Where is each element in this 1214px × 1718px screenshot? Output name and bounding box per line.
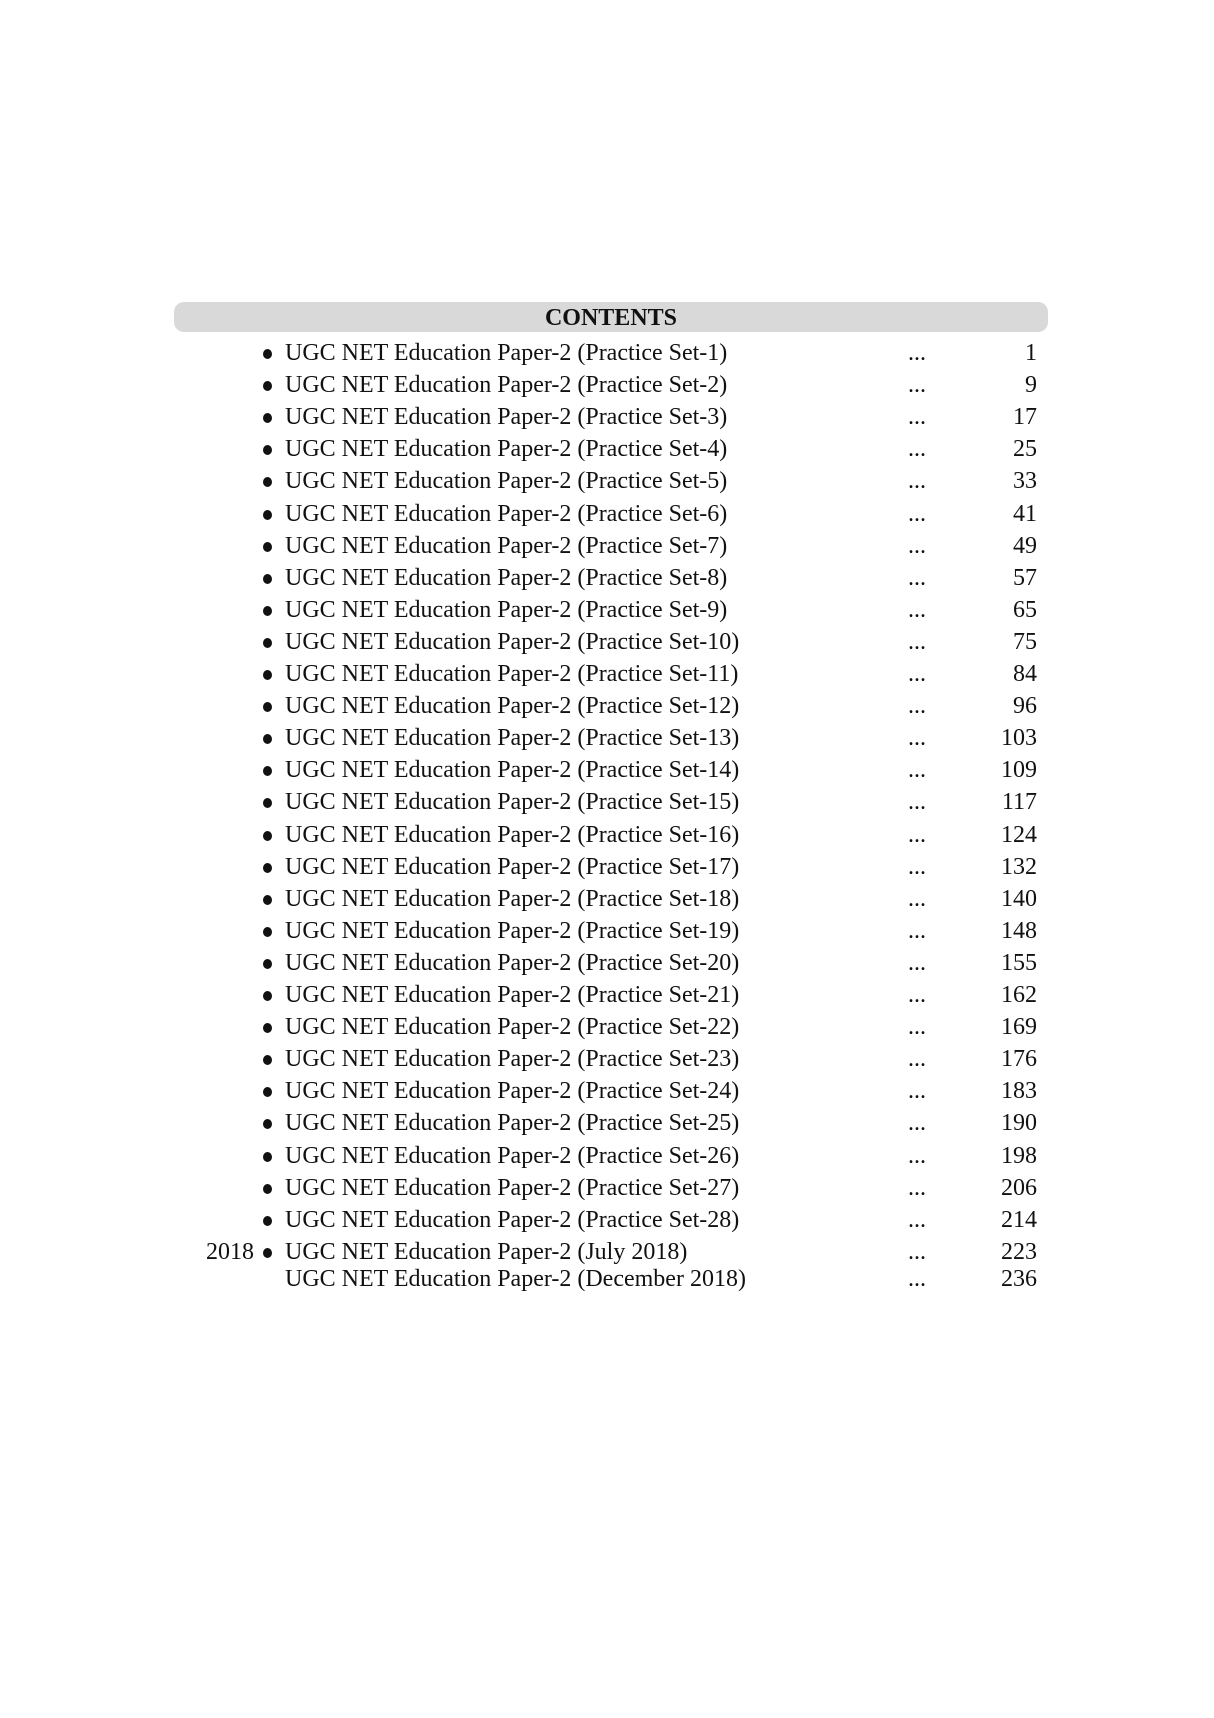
page-number: 140 [1001,885,1037,912]
toc-entry[interactable] [0,1074,1214,1108]
leader-dots: ... [908,885,926,912]
entry-title: UGC NET Education Paper-2 (Practice Set-20) [285,949,740,976]
entry-title: UGC NET Education Paper-2 (Practice Set-18) [285,885,740,912]
page-number: 57 [1013,564,1037,591]
page-number: 33 [1013,468,1037,495]
toc-entry[interactable] [0,785,1214,819]
page-number: 117 [1001,789,1037,816]
bullet-icon [263,1216,272,1226]
page-number: 103 [1001,725,1037,752]
entry-title: UGC NET Education Paper-2 (December 2018) [285,1266,746,1293]
toc-entry[interactable] [0,657,1214,691]
page-number: 132 [1001,853,1037,880]
leader-dots: ... [908,340,926,366]
leader-dots: ... [908,596,926,623]
toc-entry[interactable] [0,336,1214,370]
leader-dots: ... [908,564,926,591]
bullet-icon [263,477,272,487]
entry-title: UGC NET Education Paper-2 (Practice Set-19) [285,917,740,944]
page-number: 9 [1025,372,1037,399]
leader-dots: ... [908,725,926,752]
page-number: 75 [1013,628,1037,655]
entry-title: UGC NET Education Paper-2 (Practice Set-6) [285,500,728,527]
entry-title: UGC NET Education Paper-2 (Practice Set-25) [285,1110,740,1137]
page-number: 84 [1013,661,1037,687]
entry-title: UGC NET Education Paper-2 (Practice Set-3) [285,404,728,431]
toc-entry[interactable] [0,978,1214,1012]
leader-dots: ... [908,1239,926,1266]
bullet-icon [263,1023,272,1033]
bullet-icon [263,638,272,648]
leader-dots: ... [908,757,926,784]
toc-entry[interactable] [0,882,1214,916]
entry-title: UGC NET Education Paper-2 (Practice Set-23) [285,1046,740,1073]
bullet-icon [263,1055,272,1065]
page-number: 49 [1013,532,1037,559]
leader-dots: ... [908,1046,926,1073]
entry-title: UGC NET Education Paper-2 (Practice Set-11) [285,661,739,687]
bullet-icon [263,606,272,616]
page-number: 124 [1001,821,1037,848]
entry-title: UGC NET Education Paper-2 (Practice Set-13) [285,725,740,752]
leader-dots: ... [908,853,926,880]
leader-dots: ... [908,693,926,720]
bullet-icon [263,927,272,937]
leader-dots: ... [908,1110,926,1137]
bullet-icon [263,574,272,584]
toc-entry[interactable] [0,1042,1214,1076]
leader-dots: ... [908,789,926,816]
toc-entry[interactable] [0,400,1214,434]
bullet-icon [263,1248,272,1258]
bullet-icon [263,895,272,905]
leader-dots: ... [908,404,926,431]
entry-title: UGC NET Education Paper-2 (Practice Set-8) [285,564,728,591]
bullet-icon [263,445,272,455]
bullet-icon [263,798,272,808]
toc-entry[interactable] [0,625,1214,659]
leader-dots: ... [908,1078,926,1105]
bullet-icon [263,863,272,873]
page-number: 206 [1001,1174,1037,1201]
entry-title: UGC NET Education Paper-2 (Practice Set-14) [285,757,740,784]
page-number: 17 [1013,404,1037,431]
bullet-icon [263,1152,272,1162]
entry-title: UGC NET Education Paper-2 (Practice Set-22) [285,1014,740,1041]
leader-dots: ... [908,1206,926,1233]
leader-dots: ... [908,949,926,976]
entry-title: UGC NET Education Paper-2 (Practice Set-27) [285,1174,740,1201]
page-number: 162 [1001,982,1037,1008]
toc-entry[interactable] [0,432,1214,466]
entry-title: UGC NET Education Paper-2 (Practice Set-21) [285,982,740,1008]
page-number: 169 [1001,1014,1037,1041]
leader-dots: ... [908,821,926,848]
page-number: 25 [1013,436,1037,463]
page-number: 176 [1001,1046,1037,1073]
bullet-icon [263,991,272,1001]
toc-entry[interactable] [0,1171,1214,1205]
entry-title: UGC NET Education Paper-2 (Practice Set-2) [285,372,728,399]
toc-entry[interactable] [0,497,1214,531]
toc-entry[interactable] [0,689,1214,723]
bullet-icon [263,766,272,776]
toc-entry[interactable] [0,593,1214,627]
bullet-icon [263,734,272,744]
leader-dots: ... [908,372,926,399]
page-number: 155 [1001,949,1037,976]
toc-entry[interactable] [0,1106,1214,1140]
bullet-icon [263,542,272,552]
entry-title: UGC NET Education Paper-2 (Practice Set-12) [285,693,740,720]
toc-entry[interactable] [0,368,1214,402]
bullet-icon [263,1184,272,1194]
toc-entry[interactable] [0,818,1214,852]
page-number: 148 [1001,917,1037,944]
toc-entry[interactable] [0,529,1214,563]
bullet-icon [263,1087,272,1097]
leader-dots: ... [908,468,926,495]
toc-entry[interactable] [0,946,1214,980]
entry-title: UGC NET Education Paper-2 (Practice Set-17) [285,853,740,880]
toc-entry[interactable] [0,721,1214,755]
contents-title: CONTENTS [544,305,678,331]
leader-dots: ... [908,661,926,687]
entry-title: UGC NET Education Paper-2 (Practice Set-9) [285,596,728,623]
bullet-icon [263,959,272,969]
entry-title: UGC NET Education Paper-2 (Practice Set-1) [285,340,728,366]
entry-title: UGC NET Education Paper-2 (Practice Set-4) [285,436,728,463]
toc-entry[interactable] [0,464,1214,498]
leader-dots: ... [908,500,926,527]
leader-dots: ... [908,628,926,655]
toc-entry[interactable] [0,1262,1214,1296]
entry-title: UGC NET Education Paper-2 (July 2018) [285,1239,688,1266]
page-number: 198 [1001,1142,1037,1169]
bullet-icon [263,1119,272,1129]
entry-title: UGC NET Education Paper-2 (Practice Set-28) [285,1206,740,1233]
leader-dots: ... [908,1266,926,1293]
entry-title: UGC NET Education Paper-2 (Practice Set-7) [285,532,728,559]
leader-dots: ... [908,1142,926,1169]
page-number: 109 [1001,757,1037,784]
page-number: 41 [1013,500,1037,527]
entry-title: UGC NET Education Paper-2 (Practice Set-5) [285,468,728,495]
bullet-icon [263,381,272,391]
entry-title: UGC NET Education Paper-2 (Practice Set-10) [285,628,740,655]
toc-entry[interactable] [0,753,1214,787]
page-number: 214 [1001,1206,1037,1233]
toc-entry[interactable] [0,1203,1214,1237]
bullet-icon [263,349,272,359]
page-number: 236 [1001,1266,1037,1293]
bullet-icon [263,831,272,841]
bullet-icon [263,670,272,680]
leader-dots: ... [908,1014,926,1041]
year-label: 2018 [206,1239,254,1266]
toc-entry[interactable] [0,561,1214,595]
toc-entry[interactable] [0,1010,1214,1044]
entry-title: UGC NET Education Paper-2 (Practice Set-26) [285,1142,740,1169]
leader-dots: ... [908,917,926,944]
page-number: 96 [1013,693,1037,720]
page-number: 223 [1001,1239,1037,1266]
leader-dots: ... [908,1174,926,1201]
page-number: 65 [1013,596,1037,623]
entry-title: UGC NET Education Paper-2 (Practice Set-16) [285,821,740,848]
page-number: 183 [1001,1078,1037,1105]
toc-entry[interactable] [0,914,1214,948]
bullet-icon [263,413,272,423]
bullet-icon [263,510,272,520]
page-number: 190 [1001,1110,1037,1137]
leader-dots: ... [908,436,926,463]
entry-title: UGC NET Education Paper-2 (Practice Set-24) [285,1078,740,1105]
entry-title: UGC NET Education Paper-2 (Practice Set-15) [285,789,740,816]
page-number: 1 [1025,340,1037,366]
toc-entry[interactable] [0,1139,1214,1173]
leader-dots: ... [908,982,926,1008]
bullet-icon [263,702,272,712]
toc-entry[interactable] [0,850,1214,884]
leader-dots: ... [908,532,926,559]
